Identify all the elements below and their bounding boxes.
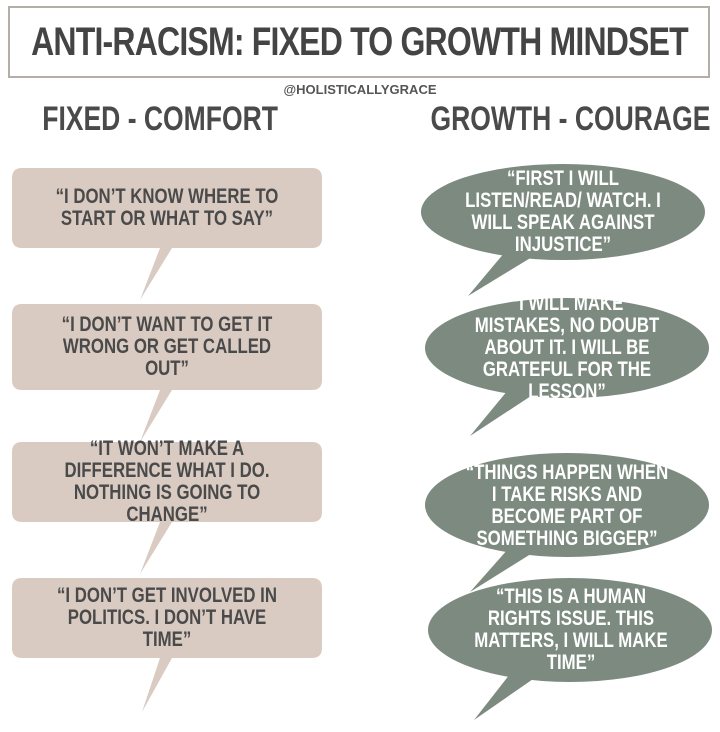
growth-quote-4: “THIS IS A HUMAN RIGHTS ISSUE. THIS MATTERS, I WILL MAKE TIME” bbox=[474, 585, 668, 674]
fixed-heading: FIXED - COMFORT bbox=[42, 100, 278, 138]
author-handle: @HOLISTICALLYGRACE bbox=[283, 82, 437, 97]
page-title: ANTI-RACISM: FIXED TO GROWTH MINDSET bbox=[30, 19, 688, 64]
growth-quote-1: “FIRST I WILL LISTEN/READ/ WATCH. I WILL SPEAK AGAINST INJUSTICE” bbox=[465, 167, 661, 256]
growth-quote-3: “THINGS HAPPEN WHEN I TAKE RISKS AND BECOME PART OF SOMETHING BIGGER” bbox=[465, 461, 669, 550]
growth-quote-2: “I WILL MAKE MISTAKES, NO DOUBT ABOUT IT. I WILL BE GRATEFUL FOR THE LESSON” bbox=[474, 292, 660, 403]
fixed-quote-1: “I DON’T KNOW WHERE TO START OR WHAT TO SAY” bbox=[55, 185, 279, 230]
fixed-quote-4: “I DON’T GET INVOLVED IN POLITICS. I DON’T HAVE TIME” bbox=[57, 584, 277, 651]
fixed-quote-2: “I DON’T WANT TO GET IT WRONG OR GET CALLED OUT” bbox=[61, 313, 273, 380]
fixed-quote-3: “IT WON’T MAKE A DIFFERENCE WHAT I DO. NOTHING IS GOING TO CHANGE” bbox=[64, 437, 270, 526]
growth-heading: GROWTH - COURAGE bbox=[430, 100, 710, 138]
